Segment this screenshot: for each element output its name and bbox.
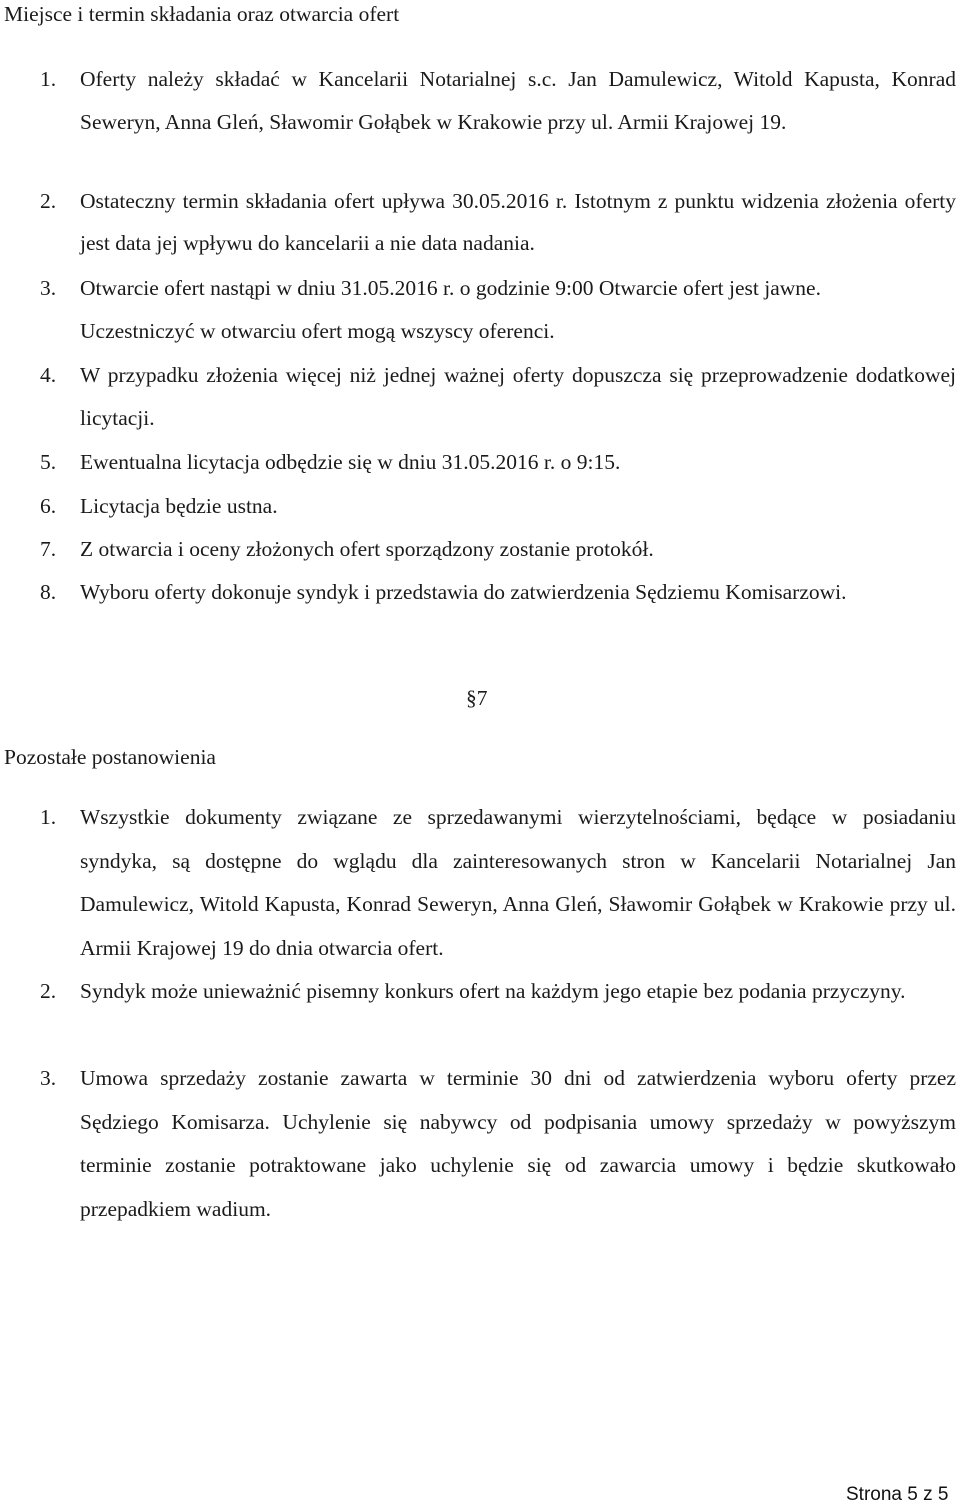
list-item-number: 4. [40,363,57,387]
list-item-number: 8. [40,580,57,604]
list-item-number: 2. [40,979,57,1003]
list-item-number: 6. [40,494,57,518]
list-item-number: 3. [40,276,57,300]
list-item-text: Oferty należy składać w Kancelarii Notarialnej s.c. Jan Damulewicz, Witold Kapusta, Konrad Seweryn, Anna Gleń, Sławomir Gołąbek w Krakowie przy ul. Armii Krajowej 19. [80,67,956,134]
section-heading-other-provisions: Pozostałe postanowienia [4,745,216,769]
list-item-text: Z otwarcia i oceny złożonych ofert sporządzony zostanie protokół. [80,537,654,561]
list-item-number: 2. [40,189,57,213]
list-item-text: Umowa sprzedaży zostanie zawarta w terminie 30 dni od zatwierdzenia wyboru oferty przez Sędziego Komisarza. Uchylenie się nabywcy od podpisania umowy sprzedaży w powyższym terminie zostanie potraktowane jako uchylenie się od zawarcia umowy i będzie skutkowało przepadkiem wadium. [80,1066,956,1221]
list-item-number: 1. [40,805,57,829]
list-item-number: 7. [40,537,57,561]
list-item-number: 3. [40,1066,57,1090]
list-item-text: Ostateczny termin składania ofert upływa 30.05.2016 r. Istotnym z punktu widzenia złożenia oferty jest data jej wpływu do kancelarii a nie data nadania. [80,189,956,255]
page-number: Strona 5 z 5 [846,1484,949,1505]
list-item-text: Otwarcie ofert nastąpi w dniu 31.05.2016 r. o godzinie 9:00 Otwarcie ofert jest jawne. Uczestniczyć w otwarciu ofert mogą wszyscy oferenci. [80,276,821,343]
list-item-text: Licytacja będzie ustna. [80,494,278,518]
section-number: §7 [466,686,488,710]
list-item-text: Wszystkie dokumenty związane ze sprzedawanymi wierzytelnościami, będące w posiadaniu syndyka, są dostępne do wglądu dla zainteresowanych stron w Kancelarii Notarialnej Jan Damulewicz, Witold Kapusta, Konrad Seweryn, Anna Gleń, Sławomir Gołąbek w Krakowie przy ul. Armii Krajowej 19 do dnia otwarcia ofert. [80,805,956,960]
list-item-number: 1. [40,67,57,91]
section-heading-offers: Miejsce i termin składania oraz otwarcia ofert [4,2,400,26]
list-item-text: Ewentualna licytacja odbędzie się w dniu 31.05.2016 r. o 9:15. [80,450,621,474]
list-item-number: 5. [40,450,57,474]
list-item-text: W przypadku złożenia więcej niż jednej ważnej oferty dopuszcza się przeprowadzenie dodatkowej licytacji. [80,363,956,430]
list-item-text: Wyboru oferty dokonuje syndyk i przedstawia do zatwierdzenia Sędziemu Komisarzowi. [80,580,847,604]
list-item-text: Syndyk może unieważnić pisemny konkurs ofert na każdym jego etapie bez podania przyczyny. [80,979,906,1003]
